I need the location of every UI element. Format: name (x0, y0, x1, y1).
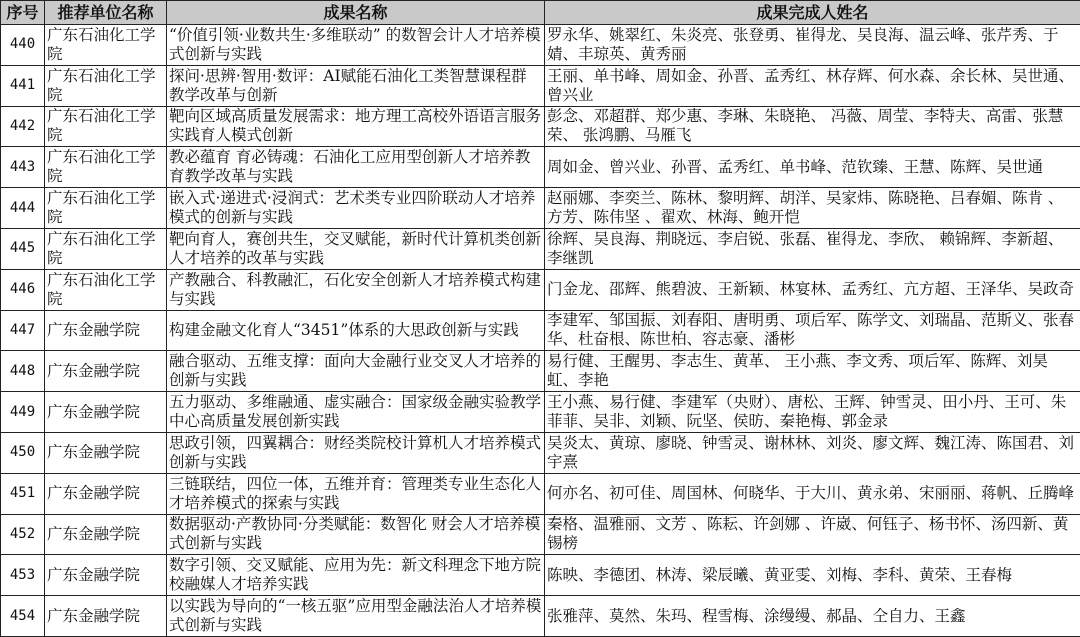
row-org: 广东金融学院 (45, 473, 167, 514)
row-number: 453 (1, 555, 45, 596)
row-org: 广东石油化工学院 (45, 106, 167, 147)
table-row (1, 392, 1080, 433)
table-row (1, 596, 1080, 637)
table-row (1, 65, 1080, 106)
row-number: 444 (1, 188, 45, 229)
row-number: 454 (1, 596, 45, 637)
row-number: 452 (1, 514, 45, 555)
table-row (1, 269, 1080, 310)
row-names: 何亦名、初可佳、周国林、何晓华、于大川、黄永弟、宋丽丽、蒋帆、丘腾峰 (545, 473, 1080, 514)
row-number: 447 (1, 310, 45, 351)
table-row (1, 25, 1080, 66)
row-org: 广东石油化工学院 (45, 188, 167, 229)
row-title: 嵌入式·递进式·浸润式：艺术类专业四阶联动人才培养模式的创新与实践 (167, 188, 545, 229)
row-org: 广东石油化工学院 (45, 269, 167, 310)
table-body (1, 25, 1080, 637)
row-org: 广东金融学院 (45, 392, 167, 433)
row-number: 445 (1, 228, 45, 269)
row-number: 449 (1, 392, 45, 433)
row-number: 451 (1, 473, 45, 514)
row-title: 思政引领，四翼耦合：财经类院校计算机人才培养模式创新与实践 (167, 432, 545, 473)
row-names: 门金龙、邵辉、熊碧波、王新颖、林宴林、孟秀红、亢方超、王泽华、吴政奇 (545, 269, 1080, 310)
table-row (1, 106, 1080, 147)
row-names: 吴炎太、黄琼、廖晓、钟雪灵、谢林林、刘炎、廖文辉、魏江涛、陈国君、刘宇熹 (545, 432, 1080, 473)
row-org: 广东金融学院 (45, 351, 167, 392)
table-row (1, 147, 1080, 188)
row-names: 王小燕、易行健、李建军（央财）、唐松、王辉、钟雪灵、田小丹、王可、朱菲菲、吴非、刘颖、阮坚、侯昉、秦艳梅、郭金录 (545, 392, 1080, 433)
row-title: 构建金融文化育人“3451”体系的大思政创新与实践 (167, 310, 545, 351)
row-number: 448 (1, 351, 45, 392)
header-no: 序号 (1, 1, 45, 25)
row-names: 赵丽娜、李奕兰、陈林、黎明辉、胡洋、吴家炜、陈晓艳、吕春媚、陈肯 、方芳、陈伟坚 、翟欢、林海、鲍开恺 (545, 188, 1080, 229)
row-number: 450 (1, 432, 45, 473)
row-org: 广东金融学院 (45, 310, 167, 351)
header-title: 成果名称 (167, 1, 545, 25)
row-names: 秦格、温雅丽、文芳 、陈耘、许剑娜 、许崴、何钰子、杨书怀、汤四新、黄锡榜 (545, 514, 1080, 555)
row-org: 广东石油化工学院 (45, 147, 167, 188)
row-title: 数字引领、交叉赋能、应用为先：新文科理念下地方院校融媒人才培养实践 (167, 555, 545, 596)
row-names: 彭念、邓超群、郑少惠、李琳、朱晓艳、 冯薇、周莹、李特夫、高雷、张慧荣、 张鸿鹏、马雁飞 (545, 106, 1080, 147)
header-org: 推荐单位名称 (45, 1, 167, 25)
row-title: 产教融合、科教融汇，石化安全创新人才培养模式构建与实践 (167, 269, 545, 310)
row-title: 教必蕴育 育必铸魂：石油化工应用型创新人才培养教育教学改革与实践 (167, 147, 545, 188)
table-row (1, 310, 1080, 351)
row-org: 广东石油化工学院 (45, 228, 167, 269)
table-header (1, 1, 1080, 25)
row-names: 李建军、邹国振、刘春阳、唐明勇、项后军、陈学文、刘瑞晶、范斯义、张春华、杜奋根、陈世柏、容志豪、潘彬 (545, 310, 1080, 351)
row-org: 广东金融学院 (45, 514, 167, 555)
row-names: 陈映、李德团、林涛、梁辰曦、黄亚雯、刘梅、李科、黄荣、王春梅 (545, 555, 1080, 596)
row-org: 广东石油化工学院 (45, 65, 167, 106)
row-names: 徐辉、吴良海、荆晓远、李启锐、张磊、崔得龙、李欣、 赖锦辉、李新超、李继凯 (545, 228, 1080, 269)
row-names: 易行健、王醒男、李志生、黄革、 王小燕、李文秀、项后军、陈辉、刘昊虹、李艳 (545, 351, 1080, 392)
row-names: 张雅萍、莫然、朱玛、程雪梅、涂缦缦、郝晶、仝自力、王鑫 (545, 596, 1080, 637)
row-title: 探问·思辨·智用·数评：AI赋能石油化工类智慧课程群教学改革与创新 (167, 65, 545, 106)
row-number: 441 (1, 65, 45, 106)
table-row (1, 228, 1080, 269)
row-title: 靶向育人，赛创共生，交叉赋能，新时代计算机类创新人才培养的改革与实践 (167, 228, 545, 269)
row-names: 王丽、单书峰、周如金、孙晋、孟秀红、林存辉、何水森、余长林、吴世通、曾兴业 (545, 65, 1080, 106)
row-number: 442 (1, 106, 45, 147)
row-org: 广东金融学院 (45, 555, 167, 596)
row-title: 融合驱动、五维支撑：面向大金融行业交叉人才培养的创新与实践 (167, 351, 545, 392)
row-title: “价值引领·业数共生·多维联动” 的数智会计人才培养模式创新与实践 (167, 25, 545, 66)
row-number: 443 (1, 147, 45, 188)
header-names: 成果完成人姓名 (545, 1, 1080, 25)
row-number: 440 (1, 25, 45, 66)
row-org: 广东石油化工学院 (45, 25, 167, 66)
row-title: 靶向区域高质量发展需求：地方理工高校外语语言服务实践育人模式创新 (167, 106, 545, 147)
table-row (1, 473, 1080, 514)
header-row (1, 1, 1080, 25)
row-org: 广东金融学院 (45, 432, 167, 473)
table-row (1, 514, 1080, 555)
row-title: 三链联结，四位一体，五维并育：管理类专业生态化人才培养模式的探索与实践 (167, 473, 545, 514)
row-number: 446 (1, 269, 45, 310)
table-row (1, 351, 1080, 392)
table-row (1, 555, 1080, 596)
row-names: 罗永华、姚翠红、朱炎亮、张登勇、崔得龙、吴良海、温云峰、张芹秀、于婧、丰琼英、黄秀丽 (545, 25, 1080, 66)
table-row (1, 188, 1080, 229)
row-title: 五力驱动、多维融通、虚实融合：国家级金融实验教学中心高质量发展创新实践 (167, 392, 545, 433)
table-row (1, 432, 1080, 473)
row-title: 数据驱动·产教协同·分类赋能：数智化 财会人才培养模式创新与实践 (167, 514, 545, 555)
row-org: 广东金融学院 (45, 596, 167, 637)
row-title: 以实践为导向的“一核五驱”应用型金融法治人才培养模式创新与实践 (167, 596, 545, 637)
row-names: 周如金、曾兴业、孙晋、孟秀红、单书峰、范钦臻、王慧、陈辉、吴世通 (545, 147, 1080, 188)
